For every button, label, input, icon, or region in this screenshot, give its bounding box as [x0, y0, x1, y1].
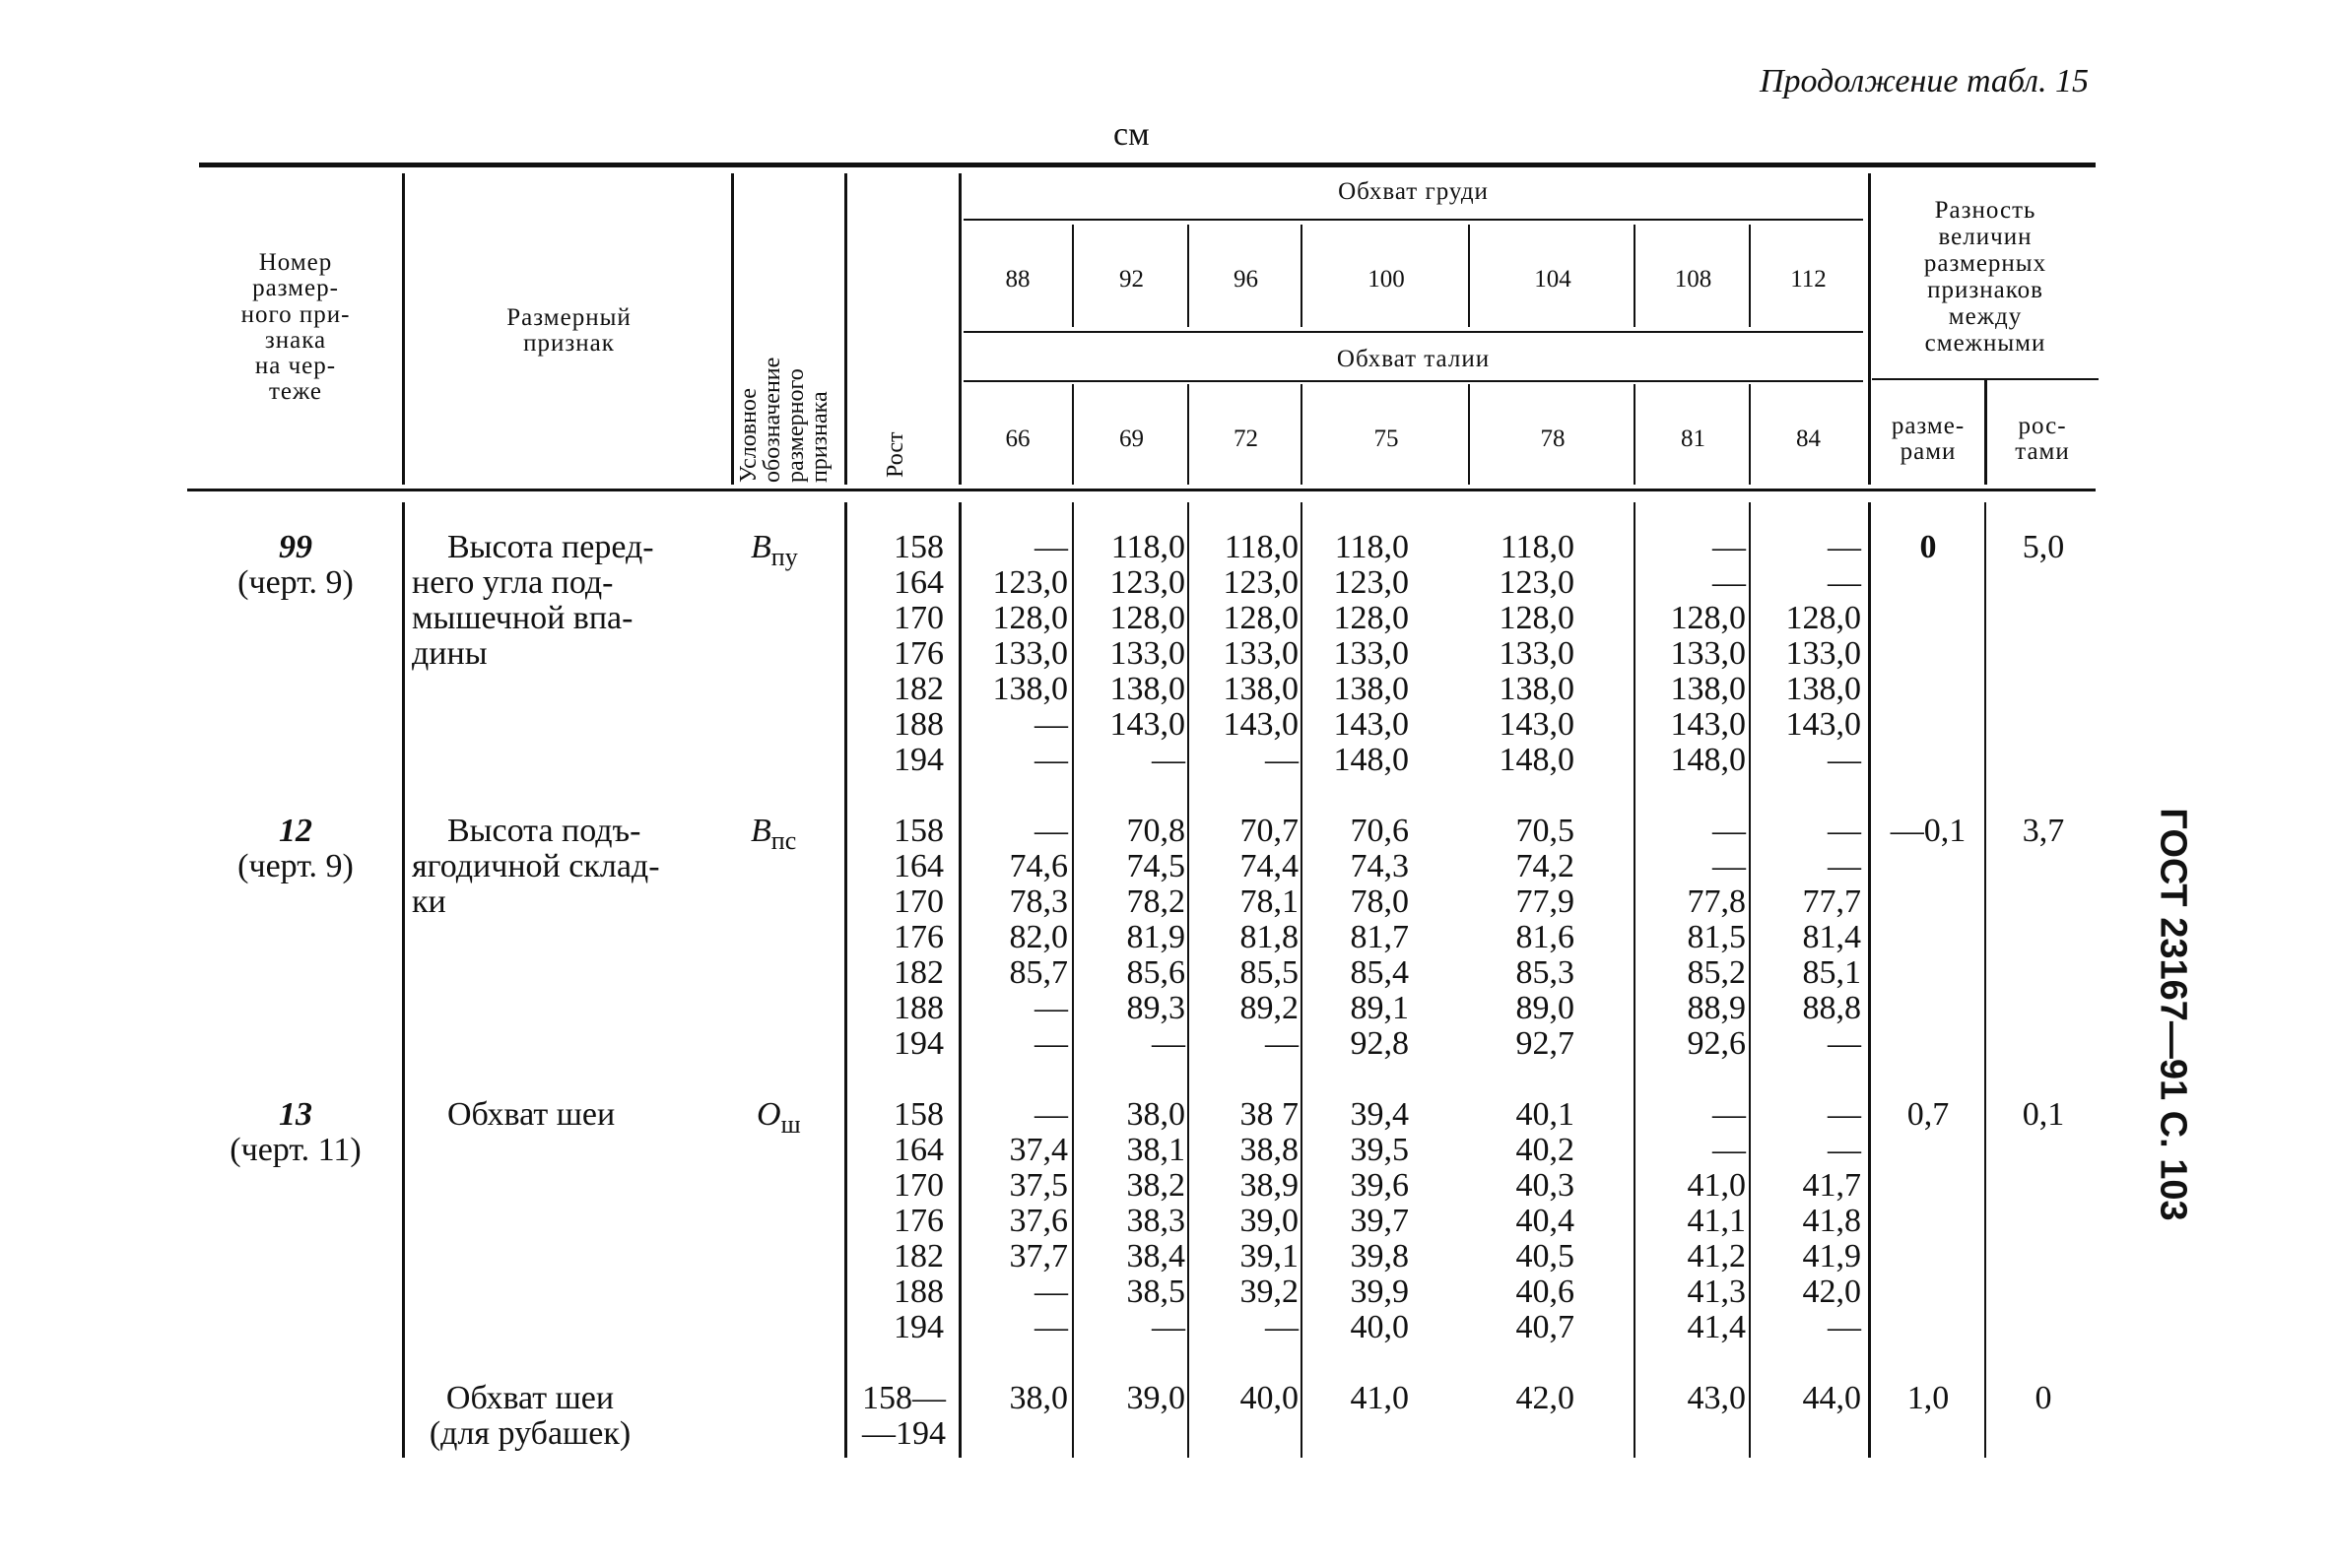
feature-name: Высота подъ- ягодичной склад- ки: [412, 813, 660, 920]
diff-heights-value: 3,7: [2022, 813, 2065, 849]
chest-88: 88: [1005, 266, 1031, 293]
drawing-ref: (черт. 11): [230, 1132, 362, 1168]
feature-name: Высота перед- него угла под- мышечной впа- дины: [412, 529, 654, 672]
header-diff-sizes: разме- рами: [1891, 413, 1966, 466]
value-column: 41,0: [1350, 1380, 1409, 1416]
waist-75: 75: [1373, 425, 1399, 452]
value-column: 118,0 123,0 128,0 133,0 138,0 143,0 148,0: [1333, 529, 1409, 778]
header-number: Номер размер- ного при- знака на чер- теже: [240, 249, 351, 406]
waist-72: 72: [1234, 425, 1258, 452]
value-column: 70,6 74,3 78,0 81,7 85,4 89,1 92,8: [1350, 813, 1409, 1062]
chest-92: 92: [1119, 266, 1144, 293]
diff-heights-value: 0,1: [2022, 1096, 2065, 1133]
diff-sizes-value: 0: [1919, 529, 1937, 565]
waist-78: 78: [1540, 425, 1566, 452]
diff-sizes-value: 1,0: [1906, 1380, 1950, 1416]
feature-name: Обхват шеи: [447, 1096, 616, 1133]
height-values: 158 164 170 176 182 188 194: [894, 813, 944, 1062]
diff-heights-value: 0: [2035, 1380, 2052, 1416]
waist-84: 84: [1796, 425, 1821, 452]
waist-66: 66: [1005, 425, 1031, 452]
header-diff-heights: рос- тами: [2015, 413, 2070, 466]
header-height: Рост: [883, 431, 908, 478]
drawing-ref: (черт. 9): [237, 848, 354, 884]
diff-sizes-value: —0,1: [1890, 813, 1967, 849]
value-column: 43,0: [1687, 1380, 1746, 1416]
waist-81: 81: [1681, 425, 1705, 452]
value-column: 70,7 74,4 78,1 81,8 85,5 89,2 —: [1239, 813, 1299, 1062]
chest-100: 100: [1368, 266, 1405, 293]
value-column: — — 77,8 81,5 85,2 88,9 92,6: [1687, 813, 1746, 1062]
height-values: 158 164 170 176 182 188 194: [894, 1096, 944, 1345]
header-feature: Размерный признак: [506, 304, 632, 358]
header-chest-label: Обхват груди: [1338, 178, 1489, 205]
height-values: 158 164 170 176 182 188 194: [894, 529, 944, 778]
waist-69: 69: [1119, 425, 1144, 452]
value-column: — — 77,7 81,4 85,1 88,8 —: [1802, 813, 1861, 1062]
value-column: 38,0 38,1 38,2 38,3 38,4 38,5 —: [1126, 1096, 1185, 1345]
value-column: — — 128,0 133,0 138,0 143,0 —: [1785, 529, 1861, 778]
chest-108: 108: [1674, 266, 1712, 293]
feature-number: 99: [279, 529, 312, 565]
header-difference: Разность величин размерных признаков между смежными: [1923, 197, 2047, 357]
table-caption: Продолжение табл. 15: [1759, 63, 2089, 99]
value-column: 38,0: [1009, 1380, 1068, 1416]
value-column: 40,1 40,2 40,3 40,4 40,5 40,6 40,7: [1515, 1096, 1574, 1345]
value-column: 39,0: [1126, 1380, 1185, 1416]
feature-symbol: $В_{пс}$: [751, 813, 797, 855]
chest-112: 112: [1790, 266, 1827, 293]
value-column: — — 41,7 41,8 41,9 42,0 —: [1802, 1096, 1861, 1345]
value-column: 118,0 123,0 128,0 133,0 138,0 143,0 —: [1223, 529, 1299, 778]
height-values: 158— —194: [862, 1380, 946, 1452]
chest-104: 104: [1534, 266, 1571, 293]
value-column: 42,0: [1515, 1380, 1574, 1416]
value-column: 39,4 39,5 39,6 39,7 39,8 39,9 40,0: [1350, 1096, 1409, 1345]
unit-label: см: [1113, 116, 1150, 153]
feature-number: 13: [279, 1096, 312, 1133]
feature-symbol: $О_ш$: [757, 1096, 801, 1139]
value-column: — 74,6 78,3 82,0 85,7 — —: [1009, 813, 1068, 1062]
value-column: — — 128,0 133,0 138,0 143,0 148,0: [1670, 529, 1746, 778]
feature-name: Обхват шеи (для рубашек): [429, 1380, 632, 1452]
value-column: — 37,4 37,5 37,6 37,7 — —: [1009, 1096, 1068, 1345]
value-column: 118,0 123,0 128,0 133,0 138,0 143,0 —: [1109, 529, 1185, 778]
value-column: — — 41,0 41,1 41,2 41,3 41,4: [1687, 1096, 1746, 1345]
feature-number: 12: [279, 813, 312, 849]
header-waist-label: Обхват талии: [1336, 346, 1491, 372]
value-column: 44,0: [1802, 1380, 1861, 1416]
feature-symbol: $В_{пу}$: [751, 529, 798, 571]
value-column: 70,5 74,2 77,9 81,6 85,3 89,0 92,7: [1515, 813, 1574, 1062]
value-column: 40,0: [1239, 1380, 1299, 1416]
chest-96: 96: [1234, 266, 1258, 293]
diff-heights-value: 5,0: [2022, 529, 2065, 565]
value-column: 70,8 74,5 78,2 81,9 85,6 89,3 —: [1126, 813, 1185, 1062]
value-column: 118,0 123,0 128,0 133,0 138,0 143,0 148,0: [1499, 529, 1574, 778]
diff-sizes-value: 0,7: [1906, 1096, 1950, 1133]
value-column: — 123,0 128,0 133,0 138,0 — —: [992, 529, 1068, 778]
value-column: 38 7 38,8 38,9 39,0 39,1 39,2 —: [1239, 1096, 1299, 1345]
document-side-label: ГОСТ 23167—91 С. 103: [2152, 808, 2194, 1221]
header-symbol: Условное обозначение размерного признака: [736, 357, 833, 483]
drawing-ref: (черт. 9): [237, 564, 354, 601]
